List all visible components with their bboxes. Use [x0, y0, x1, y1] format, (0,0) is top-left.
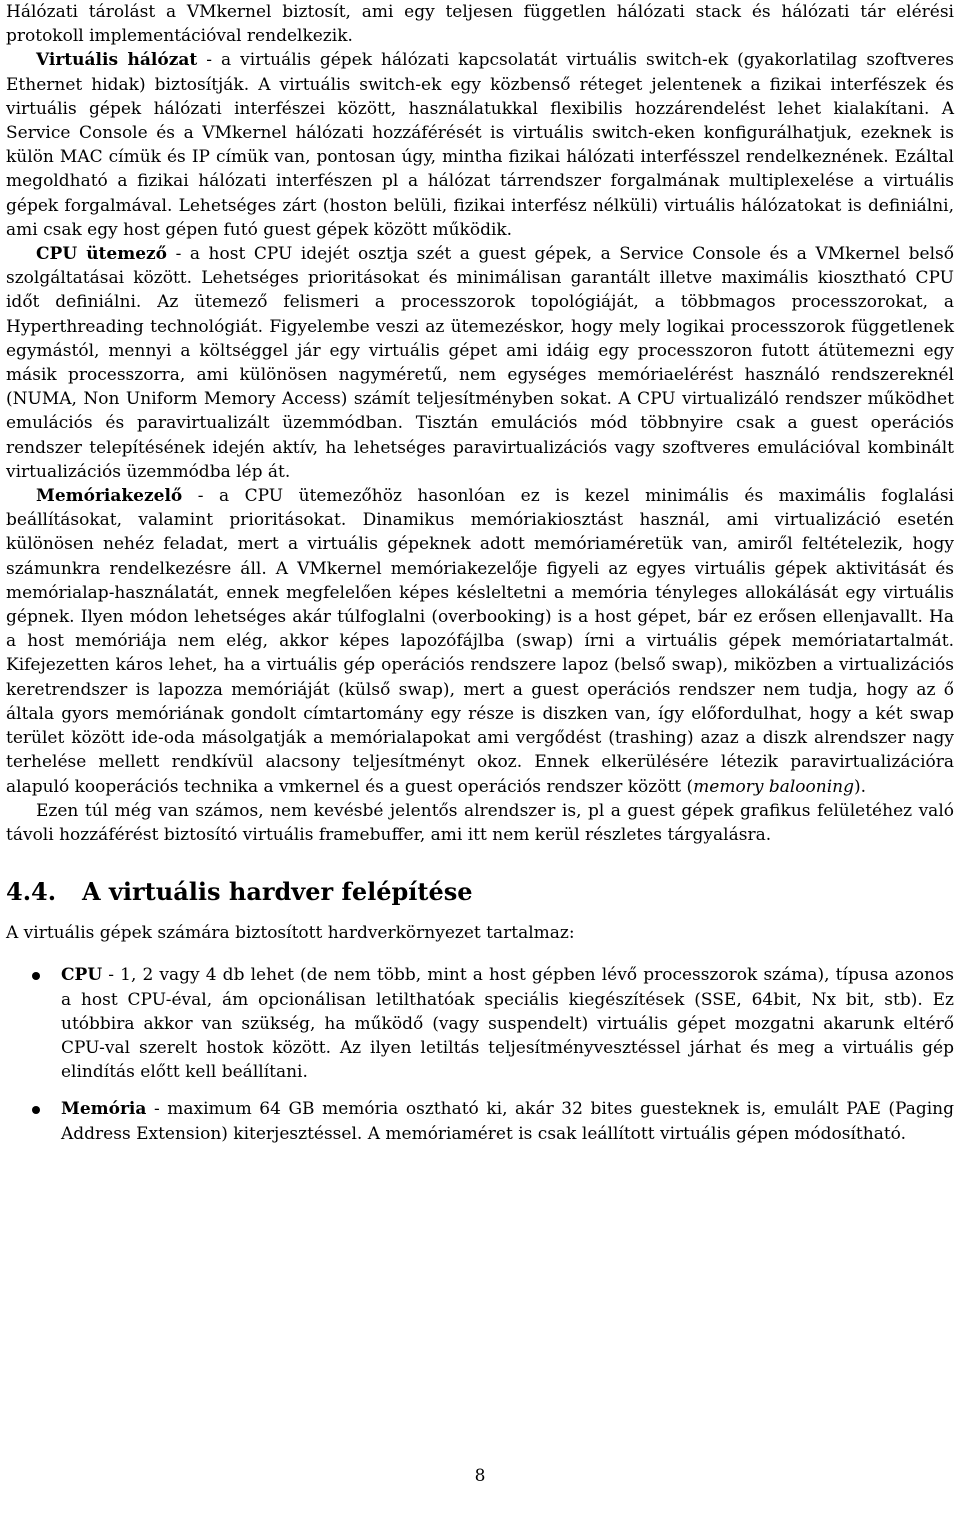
term-memory-ballooning: memory balooning	[693, 776, 854, 797]
list-item-label: CPU	[61, 965, 103, 986]
page-number: 8	[474, 1466, 486, 1486]
paragraph-cpu-scheduler	[6, 242, 954, 484]
paragraph-text: - a virtuális gépek hálózati kapcsolatát virtuális switch-ek (gyakorlatilag szoftveres Ethernet hidak) biztosítják. A virtuális switch-ek egy közbenső réteget jelentenek a fizikai interfészek és virtuális gépek hálózati interfészei között, használatukkal flexibilis hozzárendelést lehet kialakítani. A Service Console és a VMkernel hálózati hozzáférését is virtuális switch-eken konfigurálhatjuk, ezeknek is külön MAC címük és IP címük van, pontosan úgy, mintha fizikai hálózati interfésszel rendelkeznének. Ezáltal megoldható a fizikai hálózati interfészen pl a hálózat tárrendszer forgalmának multiplexelése a virtuális gépek forgalmával. Lehetséges zárt (hoston belüli, fizikai interfész nélküli) virtuális hálózatokat is definiálni, ami csak egy host gépen futó guest gépek között működik.	[6, 50, 954, 240]
paragraph-memory-manager	[6, 484, 954, 799]
section-title: A virtuális hardver felépítése	[82, 877, 473, 907]
paragraph-text: Hálózati tárolást a VMkernel biztosít, ami egy teljesen független hálózati stack és hálózati tár elérési protokoll implementációval rendelkezik.	[6, 2, 954, 47]
term-cpu-scheduler: CPU ütemező	[36, 244, 168, 265]
section-number: 4.4.	[6, 877, 57, 907]
section-heading	[6, 877, 954, 907]
term-memory-manager: Memóriakezelő	[36, 486, 183, 507]
list-item	[6, 1097, 954, 1145]
paragraph-text-end: ).	[853, 776, 867, 797]
paragraph-other-subsystems	[6, 799, 954, 847]
document-page	[6, 0, 954, 1159]
paragraph-text: - a CPU ütemezőhöz hasonlóan ez is kezel minimális és maximális foglalási beállításokat, valamint prioritásokat. Dinamikus memóriakiosztást használ, ami virtualizáció esetén különösen nehéz feladat, mert a virtuális gépeknek adott memóriaméretük van, amiről feltételezik, hogy számunkra rendelkezésre áll. A VMkernel memóriakezelője figyeli az egyes virtuális gépek aktivitását és memórialap-használatát, ennek megfelelően képes késleltetni a memória tényleges allokálását egy virtuális gépnek. Ilyen módon lehetséges akár túlfoglalni (overbooking) is a host gépet, bár ez erősen ellenjavallt. Ha a host memóriája nem elég, akkor képes lapozófájlba (swap) írni a virtuális gépek memóriatartalmát. Kifejezetten káros lehet, ha a virtuális gép operációs rendszere lapoz (belső swap), miközben a virtualizációs keretrendszer is lapozza memóriáját (külső swap), mert a guest operációs rendszer nem tudja, hogy az ő általa gyors memóriának gondolt címtartomány egy része is diszken van, így előfordulhat, hogy a két swap terület között ide-oda másolgatják a memórialapokat ami vergődést (trashing) azaz a diszk alrendszer nagy terhelése mellett rendkívül alacsony teljesítményt okoz. Ennek elkerülésére létezik paravirtualizációra alapuló kooperációs technika a vmkernel és a guest operációs rendszer között (	[6, 486, 954, 797]
list-item-text: - 1, 2 vagy 4 db lehet (de nem több, mint a host gépben lévő processzorok száma), típusa azonos a host CPU-éval, ám opcionálisan letilthatóak speciális kiegészítések (SSE, 64bit, Nx bit, stb). Ez utóbbira akkor van szükség, ha működő (vagy suspendelt) virtuális gépet mozgatni akarunk eltérő CPU-val szerelt hostok között. Az ilyen letiltás teljesítményvesztéssel járhat és meg a virtuális gép elindítás előtt kell beállítani.	[61, 965, 954, 1083]
bullet-icon	[32, 972, 40, 980]
paragraph-text: A virtuális gépek számára biztosított hardverkörnyezet tartalmaz:	[6, 923, 575, 944]
list-item-text: - maximum 64 GB memória osztható ki, akár 32 bites guesteknek is, emulált PAE (Paging Address Extension) kiterjesztéssel. A memóriaméret is csak leállított virtuális gépen módosítható.	[61, 1099, 954, 1144]
section-intro	[6, 921, 954, 945]
paragraph-text: - a host CPU idejét osztja szét a guest gépek, a Service Console és a VMkernel belső szolgáltatásai között. Lehetséges prioritásokat és minimálisan garantált illetve maximális kiosztható CPU időt definiálni. Az ütemező felismeri a processzorok topológiáját, a többmagos processzorokat, a Hyperthreading technológiát. Figyelembe veszi az ütemezéskor, hogy mely logikai processzorok függetlenek egymástól, mennyi a költséggel jár egy virtuális gépet ami idáig egy processzoron futott átütemezni egy másik processzorra, ami különösen nagyméretű, nem egységes memóriaelérést használó rendszereknél (NUMA, Non Uniform Memory Access) számít teljesítményben sokat. A CPU virtualizáló rendszer működhet emulációs és paravirtualizált üzemmódban. Tisztán emulációs mód többnyire csak a guest operációs rendszer telepítésének idején aktív, ha lehetséges paravirtualizációs vagy szoftveres emulációval kombinált virtualizációs üzemmódba lép át.	[6, 244, 954, 482]
list-item-label: Memória	[61, 1099, 147, 1120]
hardware-list	[6, 963, 954, 1145]
paragraph-text: Ezen túl még van számos, nem kevésbé jelentős alrendszer is, pl a guest gépek grafikus felületéhez való távoli hozzáférést biztosító virtuális framebuffer, ami itt nem kerül részletes tárgyalásra.	[6, 800, 954, 845]
term-virtual-network: Virtuális hálózat	[36, 50, 198, 71]
list-item	[6, 963, 954, 1084]
bullet-icon	[32, 1106, 40, 1114]
paragraph-network-storage	[6, 0, 954, 48]
paragraph-virtual-network	[6, 48, 954, 242]
